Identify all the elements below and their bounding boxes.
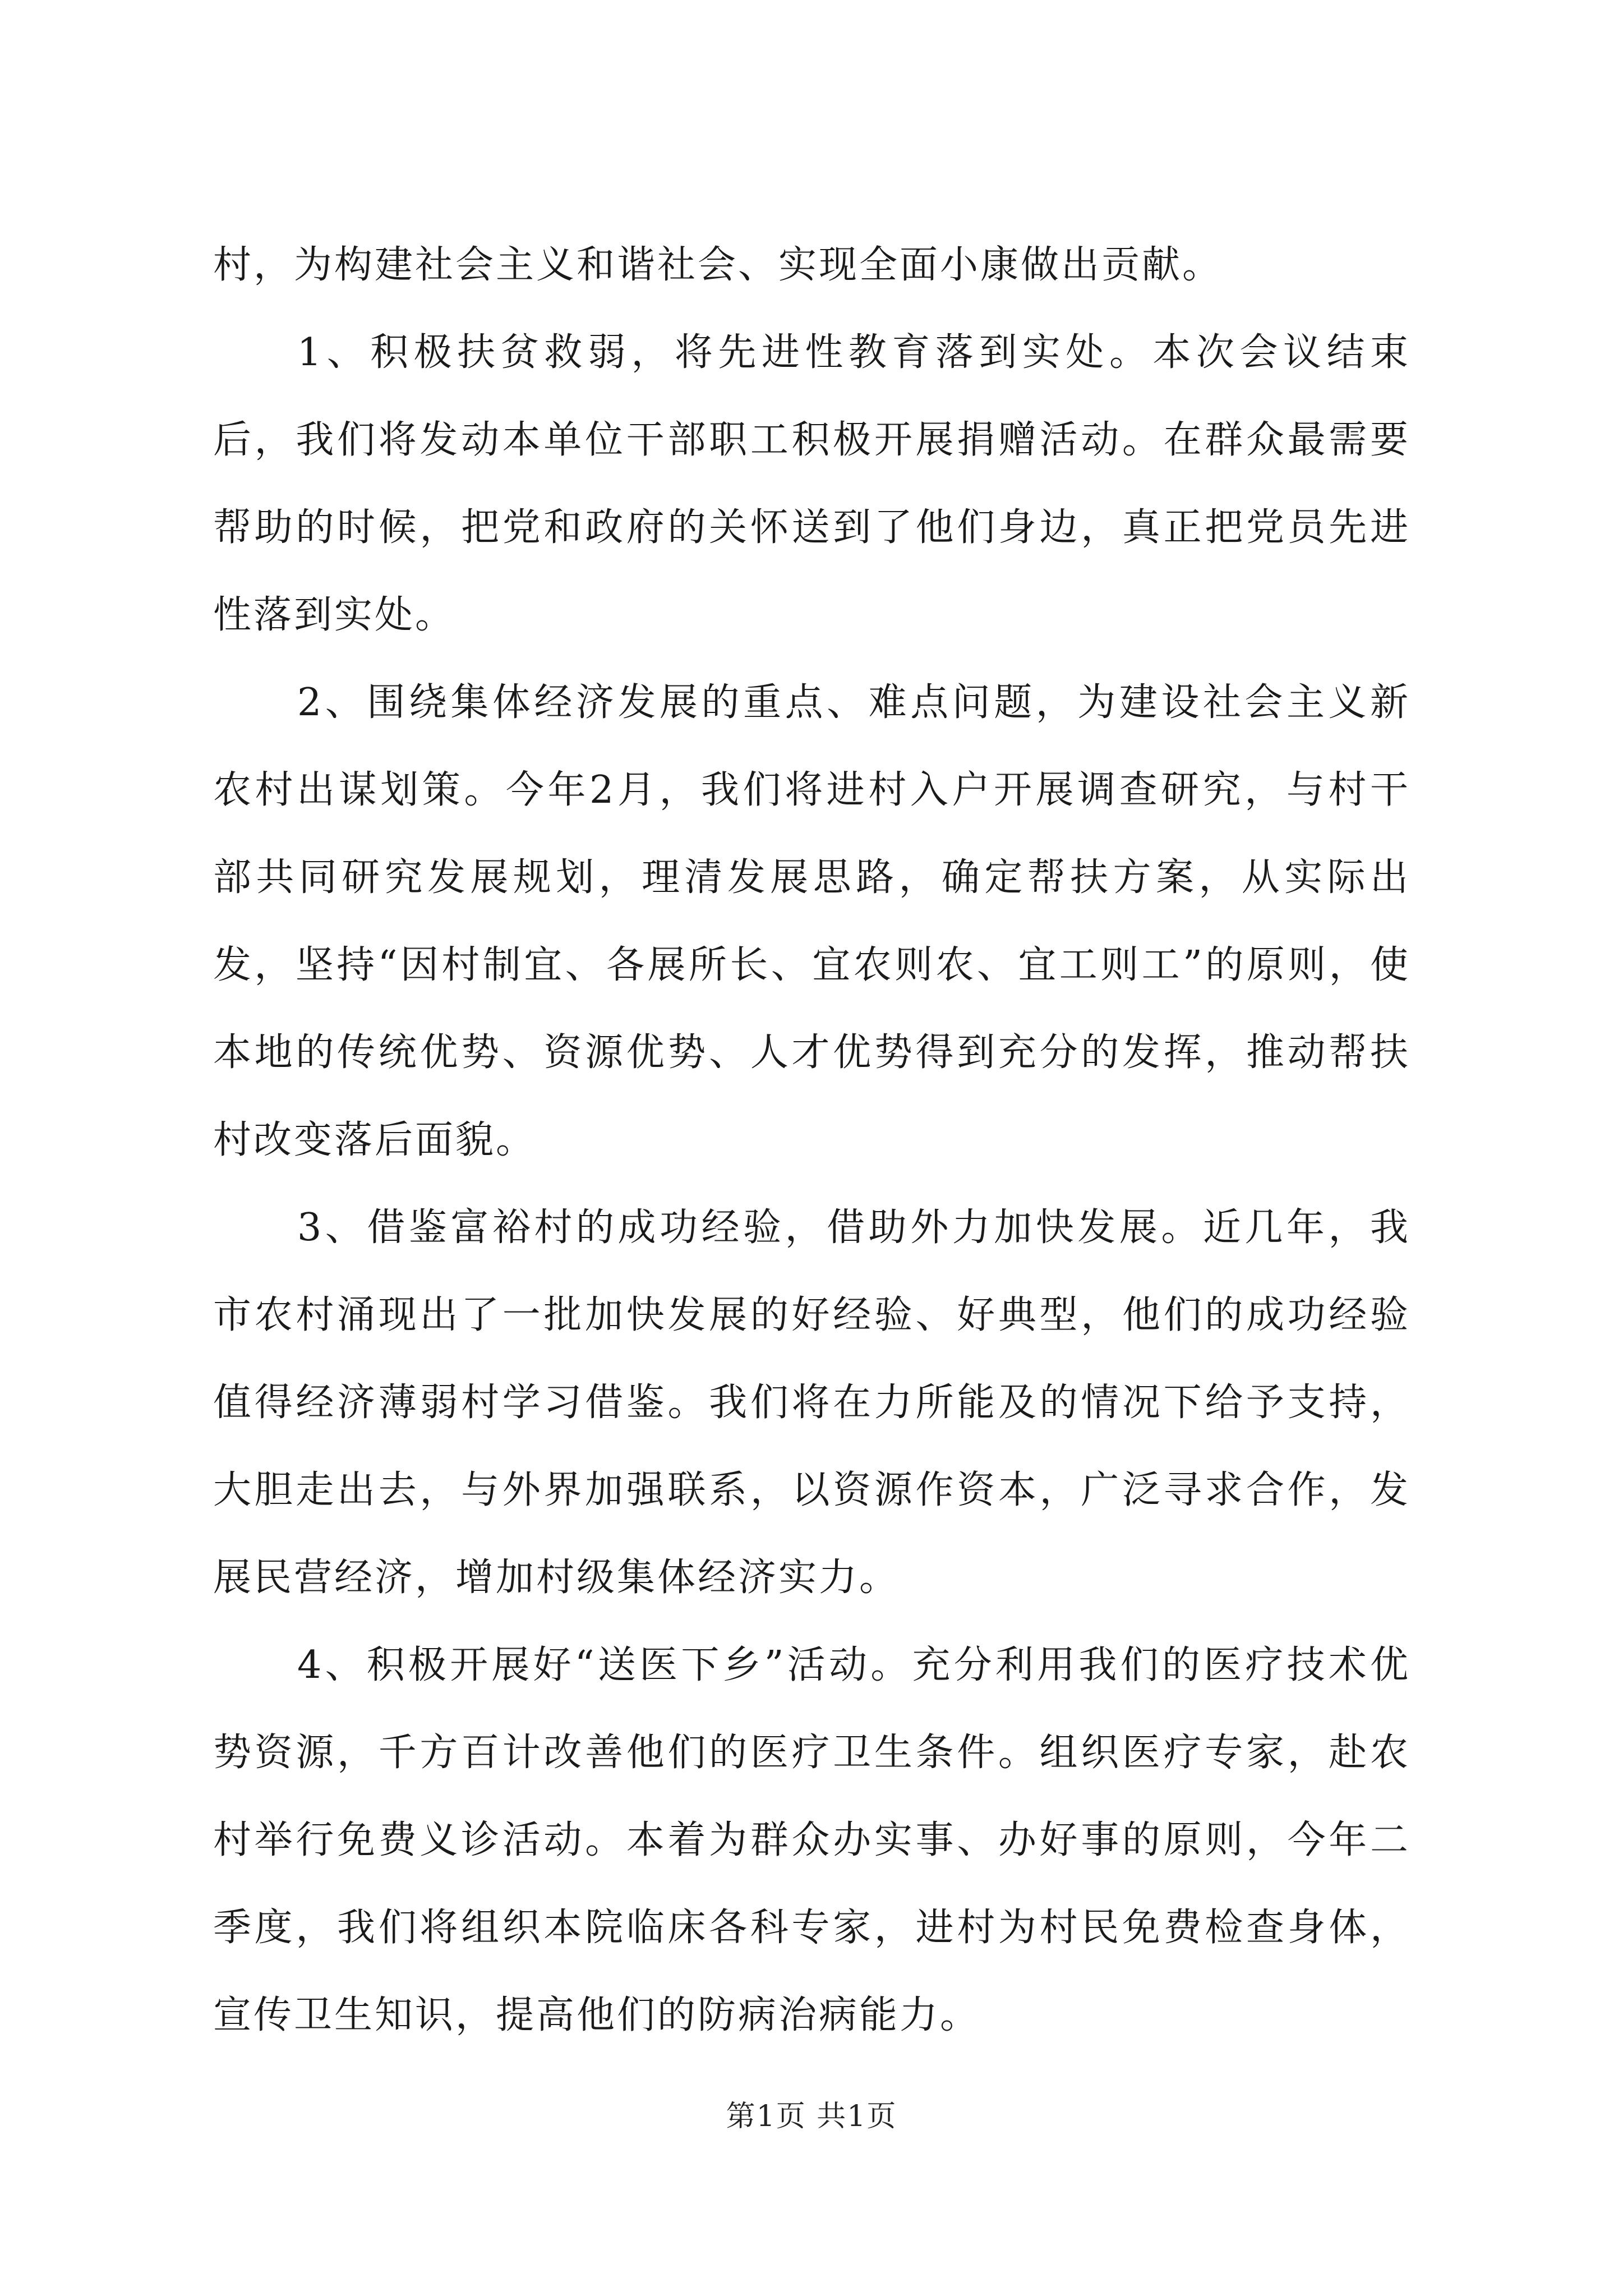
paragraph-continuation: 村，为构建社会主义和谐社会、实现全面小康做出贡献。 [213, 243, 1223, 287]
page-footer: 第1页 共1页 [726, 2100, 897, 2133]
paragraph-item-3: 3、借鉴富裕村的成功经验，借助外力加快发展。近几年，我市农村涌现出了一批加快发展的好经验、好典型，他们的成功经验值得经济薄弱村学习借鉴。我们将在力所能及的情况下给予支持，大胆走出去，与外界加强联系，以资源作资本，广泛寻求合作，发展民营经济，增加村级集体经济实力。 [213, 1205, 1410, 1600]
document-body [213, 222, 1410, 2059]
paragraph-item-4: 4、积极开展好“送医下乡”活动。充分利用我们的医疗技术优势资源，千方百计改善他们的医疗卫生条件。组织医疗专家，赴农村举行免费义诊活动。本着为群众办实事、办好事的原则，今年二季度，我们将组织本院临床各科专家，进村为村民免费检查身体，宣传卫生知识，提高他们的防病治病能力。 [213, 1643, 1410, 2037]
paragraph-item-2: 2、围绕集体经济发展的重点、难点问题，为建设社会主义新农村出谋划策。今年2月，我们将进村入户开展调查研究，与村干部共同研究发展规划，理清发展思路，确定帮扶方案，从实际出发，坚持“因村制宜、各展所长、宜农则农、宜工则工”的原则，使本地的传统优势、资源优势、人才优势得到充分的发挥，推动帮扶村改变落后面貌。 [213, 680, 1410, 1162]
paragraph-item-1: 1、积极扶贫救弱，将先进性教育落到实处。本次会议结束后，我们将发动本单位干部职工积极开展捐赠活动。在群众最需要帮助的时候，把党和政府的关怀送到了他们身边，真正把党员先进性落到实处。 [213, 330, 1410, 637]
